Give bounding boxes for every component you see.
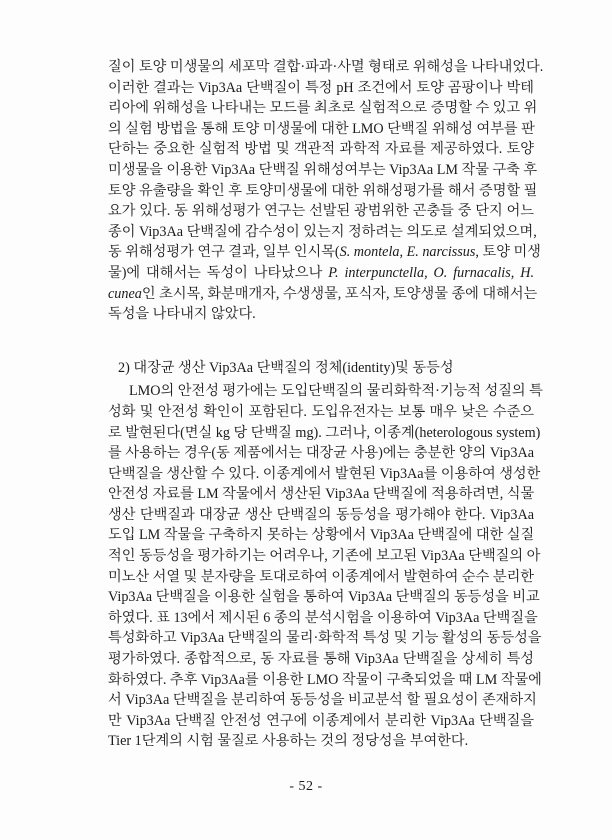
section-heading: 2) 대장균 생산 Vip3Aa 단백질의 정체(identity)및 동등성 xyxy=(118,359,454,376)
text-line xyxy=(108,505,534,526)
text-run: 미노산 서열 및 분자량을 토대로하여 이종계에서 발현하여 순수 분리한 xyxy=(108,568,534,585)
text-run: LMO의 안전성 평가에는 도입단백질의 물리화학적·기능적 성질의 특 xyxy=(129,383,543,400)
text-run: Vip3Aa 단백질을 이용한 실험을 통하여 Vip3Aa 단백질의 동등성을 비교 xyxy=(108,589,540,606)
text-run: 성화 및 안전성 확인이 포함된다. 도입유전자는 보통 매우 낮은 수준으 xyxy=(108,403,534,420)
text-run: 요가 있다. 동 위해성평가 연구는 선발된 광범위한 곤충들 중 단지 어느 xyxy=(108,203,534,220)
text-run: 적인 동등성을 평가하기는 어려우나, 기존에 보고된 Vip3Aa 단백질의 아 xyxy=(108,548,541,565)
body-paragraph-1 xyxy=(108,57,544,325)
text-run: 하였다. 표 13에서 제시된 6 종의 분석시험을 이용하여 Vip3Aa 단백질을 xyxy=(108,609,538,626)
text-run: 인 초시목, 화분매개자, 수생생물, 포식자, 토양생물 종에 대해서는 xyxy=(141,285,538,302)
text-run: 종이 Vip3Aa 단백질에 감수성이 있는지 정하려는 의도로 설계되었으며, xyxy=(108,223,537,240)
text-line xyxy=(108,402,534,423)
text-run: 로 발현된다(면실 kg 당 단백질 mg). 그러나, 이종계(heterologous system) xyxy=(108,424,541,441)
text-run: 서 Vip3Aa 단백질을 분리하여 동등성을 비교분석 할 필요성이 존재하지 xyxy=(108,692,537,709)
text-run: 독성을 나타내지 않았다. xyxy=(108,306,256,323)
text-run: 토양 유출량을 확인 후 토양미생물에 대한 위해성평가를 해서 증명할 필 xyxy=(108,182,538,199)
text-line xyxy=(108,222,537,243)
text-line xyxy=(108,284,538,305)
text-run: 를 사용하는 경우(동 제품에서는 대장균 사용)에는 충분한 양의 Vip3Aa xyxy=(108,445,534,462)
text-line xyxy=(108,731,534,752)
text-line xyxy=(108,484,534,505)
text-run: , 토양 미생 xyxy=(475,244,541,261)
text-line xyxy=(108,160,538,181)
text-run: 생산 단백질과 대장균 생산 단백질의 동등성을 평가해야 한다. Vip3Aa xyxy=(108,506,534,523)
text-run: 단하는 중요한 실험적 방법 및 객관적 과학적 자료를 제공하였다. 토양 xyxy=(108,141,534,158)
body-paragraph-2 xyxy=(108,381,543,752)
text-column xyxy=(108,57,544,752)
text-run: 질이 토양 미생물의 세포막 결합·파과·사멸 형태로 위해성을 나타내었다. xyxy=(108,59,544,75)
text-run: 안전성 자료를 LM 작물에서 생산된 Vip3Aa 단백질에 적용하려면, 식물 xyxy=(108,486,535,503)
text-run: 의 실험 방법을 통해 토양 미생물에 대한 LMO 단백질 위해성 여부를 판 xyxy=(108,120,535,137)
page-number: - 52 - xyxy=(289,779,323,794)
text-line xyxy=(108,304,534,325)
text-run: 리아에 위해성을 나타내는 모드를 최초로 실험적으로 증명할 수 있고 위 xyxy=(108,100,538,117)
text-line xyxy=(108,670,542,691)
text-run: 특성화하고 Vip3Aa 단백질의 물리·화학적 특성 및 기능 활성의 동등성을 xyxy=(108,630,542,647)
text-line xyxy=(108,690,537,711)
text-run: 화하였다. 추후 Vip3Aa를 이용한 LMO 작물이 구축되었을 때 LM 작물에 xyxy=(108,671,542,688)
text-run: 미생물을 이용한 Vip3Aa 단백질 위해성여부는 Vip3Aa LM 작물 구축 후 xyxy=(108,161,538,178)
text-run: 물)에 대해서는 독성이 나타났으나 xyxy=(108,264,329,281)
text-line xyxy=(108,201,534,222)
text-line xyxy=(108,423,541,444)
text-line xyxy=(108,546,541,567)
text-run: 평가하였다. 종합적으로, 동 자료를 통해 Vip3Aa 단백질을 상세히 특성 xyxy=(108,651,534,668)
text-line xyxy=(108,464,541,485)
text-line xyxy=(108,608,538,629)
species-name-italic: P. interpunctella, O. furnacalis, H. xyxy=(328,264,534,281)
text-line xyxy=(108,649,534,670)
text-line xyxy=(108,381,543,402)
text-line xyxy=(108,263,534,284)
text-run: Tier 1단계의 시험 물질로 사용하는 것의 정당성을 부여한다. xyxy=(108,733,469,750)
text-line xyxy=(108,628,542,649)
text-line xyxy=(108,119,534,140)
species-name-italic: S. montela, E. narcissus xyxy=(339,244,476,261)
text-line xyxy=(108,242,541,263)
species-name-italic: cunea xyxy=(108,285,142,302)
text-line xyxy=(108,78,534,99)
text-line xyxy=(108,711,534,732)
text-run: 동 위해성평가 연구 결과, 일부 인시목( xyxy=(108,244,340,261)
text-line xyxy=(108,139,534,160)
text-line xyxy=(108,443,534,464)
text-run: 만 Vip3Aa 단백질 안전성 연구에 이종계에서 분리한 Vip3Aa 단백질을 xyxy=(108,712,534,729)
text-line xyxy=(108,98,538,119)
text-run: 이러한 결과는 Vip3Aa 단백질이 특정 pH 조건에서 토양 곰팡이나 박테 xyxy=(108,79,534,96)
text-line xyxy=(108,57,544,78)
text-line xyxy=(108,181,538,202)
text-run: 단백질을 생산할 수 있다. 이종계에서 발현된 Vip3Aa를 이용하여 생성한 xyxy=(108,465,541,482)
text-run: 도입 LM 작물을 구축하지 못하는 상황에서 Vip3Aa 단백질에 대한 실질 xyxy=(108,527,535,544)
text-line xyxy=(108,525,534,546)
text-line xyxy=(108,567,534,588)
text-line xyxy=(108,587,540,608)
